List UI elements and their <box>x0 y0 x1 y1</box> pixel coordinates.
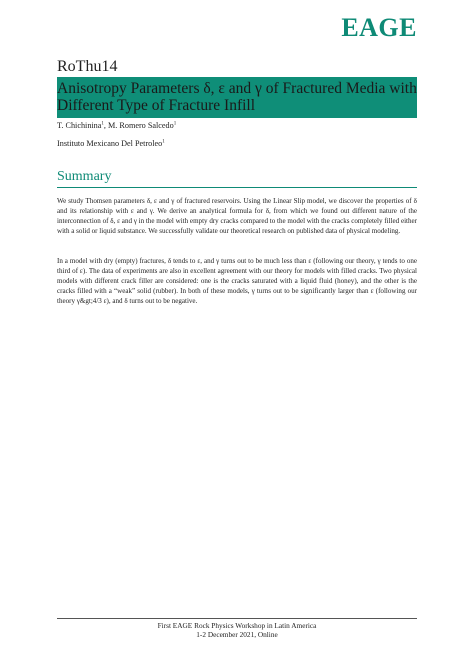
author-affiliation-mark: 1 <box>101 121 104 127</box>
section-heading: Summary <box>57 169 112 184</box>
summary-paragraph: We study Thomsen parameters δ, ε and γ of fractured reservoirs. Using the Linear Slip model, we discover the properties of δ and its relationship with ε and γ. We derive an analytical formula for δ, from which we found out different nature of the interconnection of δ, ε and γ in the model with empty dry cracks compared to the model with the cracks completely filled either with a solid or liquid substance. We successfully validate our theoretical research on published data of physical modeling. <box>57 197 417 236</box>
section-divider <box>57 187 417 188</box>
eage-logo: EAGE <box>341 13 417 42</box>
footer-date: 1-2 December 2021, Online <box>196 630 278 639</box>
paper-title: Anisotropy Parameters δ, ε and γ of Fractured Media with Different Type of Fracture Infill <box>57 80 417 114</box>
author-name: M. Romero Salcedo <box>108 121 174 130</box>
author-separator: , <box>103 121 109 130</box>
author-list <box>57 121 176 130</box>
affiliation-name: Instituto Mexicano Del Petroleo <box>57 139 163 148</box>
author-affiliation-mark: 1 <box>173 121 177 127</box>
footer-event: First EAGE Rock Physics Workshop in Latin America <box>157 621 317 630</box>
footer-divider <box>57 618 417 619</box>
title-bar <box>57 77 417 118</box>
affiliation <box>57 139 165 148</box>
author-name: T. Chichinina <box>57 121 102 130</box>
summary-paragraph: In a model with dry (empty) fractures, δ tends to ε, and γ turns out to be much less than ε (following our theory, γ tends to one third of ε). The data of experiments are also in excellent agreement with our theory for models with filled cracks. Two physical models with different crack filler are considered: one is the cracks saturated with a liquid fluid (honey), and the other is the cracks filled with a “weak” solid (rubber). In both of these models, γ turns out to be significantly larger than ε (following our theory γ&gt;4/3 ε), and δ turns out to be negative. <box>57 257 417 306</box>
abstract-code: RoThu14 <box>57 58 118 75</box>
affiliation-mark: 1 <box>162 139 165 145</box>
